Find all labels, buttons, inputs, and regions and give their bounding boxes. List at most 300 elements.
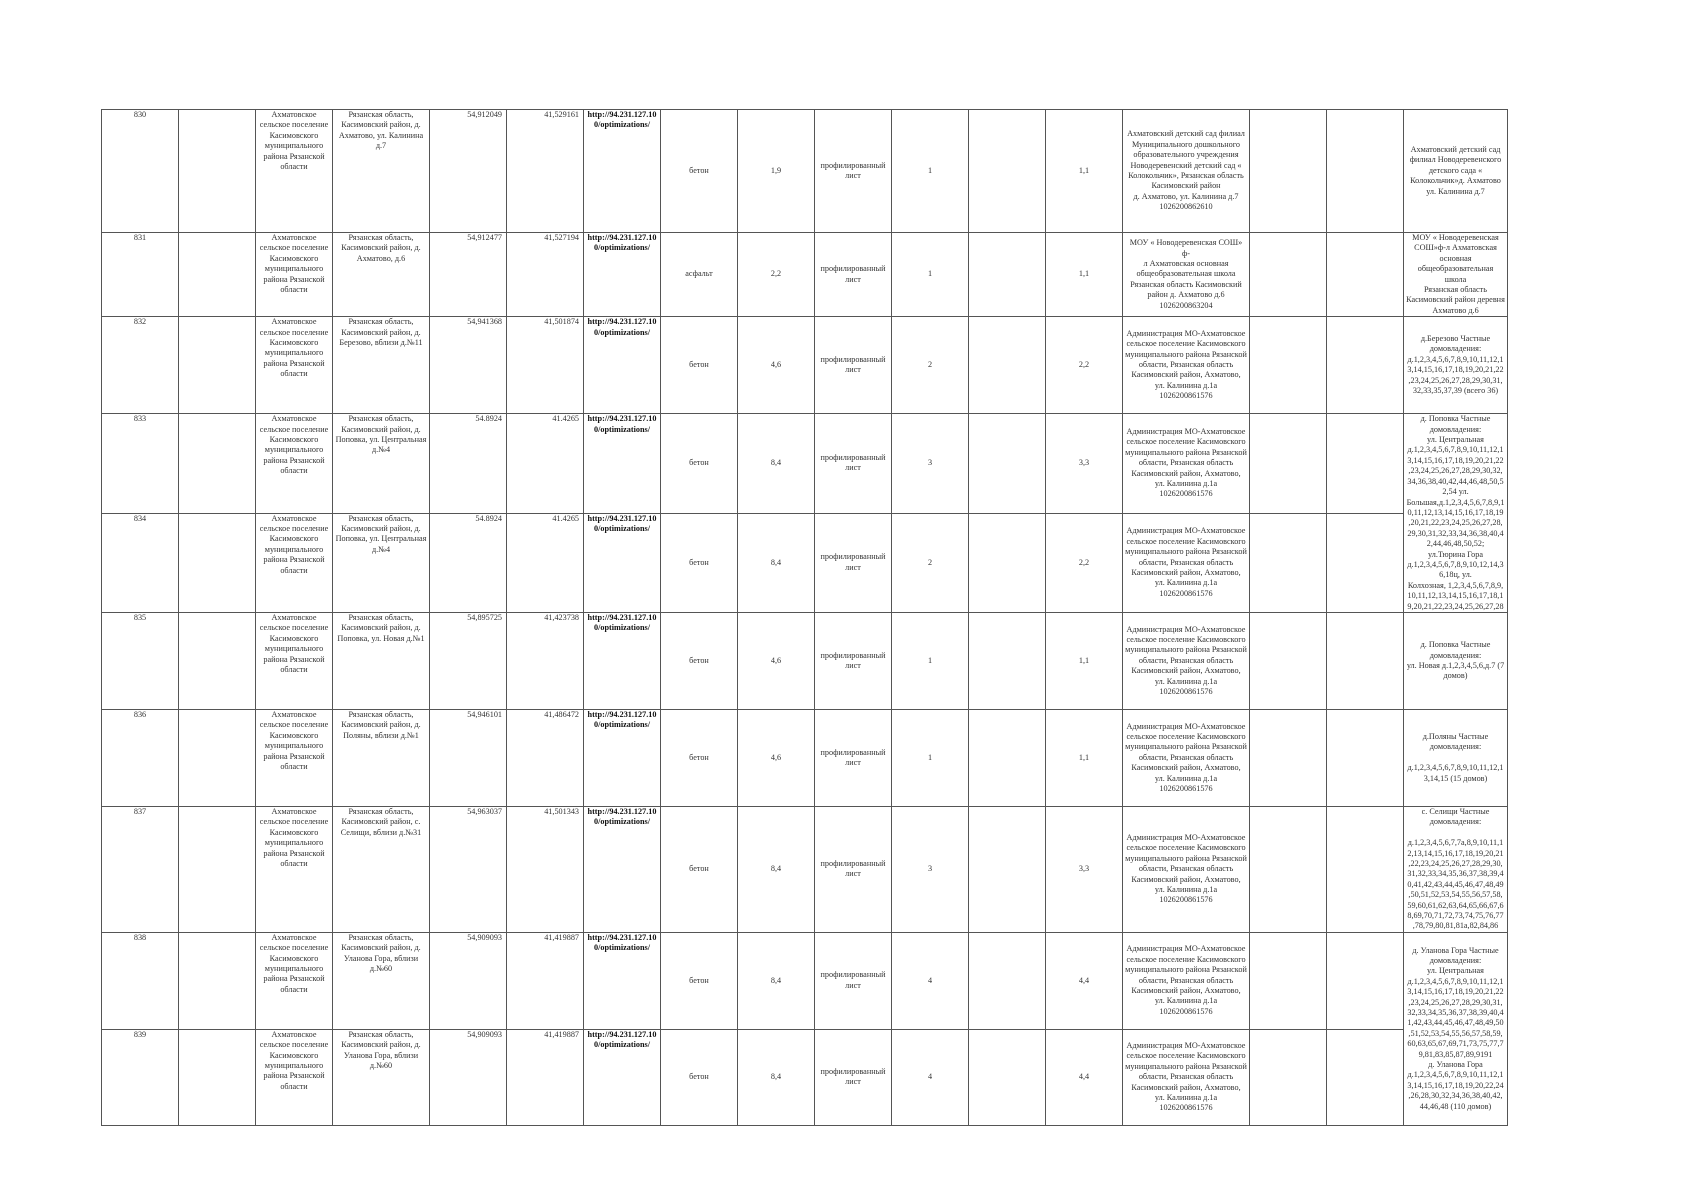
cell-settlement [256, 1029, 333, 1125]
table-row [102, 233, 1508, 317]
cell-map-link [584, 233, 661, 317]
cell-latitude-text: 54.8924 [475, 513, 502, 523]
cell-area [738, 932, 815, 1029]
cell-fence [815, 317, 892, 414]
cell-surface [661, 1029, 738, 1125]
cell-map-link [584, 709, 661, 806]
cell-empty [969, 806, 1046, 932]
cell-address [333, 806, 430, 932]
cell-container-count-text: 1 [927, 269, 933, 279]
cell-empty [969, 932, 1046, 1029]
cell-number [102, 932, 179, 1029]
cell-empty [1250, 513, 1327, 612]
cell-settlement [256, 932, 333, 1029]
cell-fence-text: профилированный лист [820, 453, 886, 473]
cell-latitude [430, 110, 507, 233]
cell-empty [969, 612, 1046, 709]
cell-volume [1046, 414, 1123, 513]
cell-owner-text: Администрация МО-Ахматовское сельское поселение Касимовского муниципального района Рязанской области, Рязанская область Касимовский район, Ахматово, ул. Калинина д.1а 1026200861576 [1125, 328, 1247, 401]
cell-owner [1123, 110, 1250, 233]
cell-number-text: 830 [133, 110, 147, 119]
cell-volume [1046, 110, 1123, 233]
cell-number [102, 806, 179, 932]
cell-surface-text: бетон [689, 655, 709, 665]
cell-waste-sources-text: д. Поповка Частные домовладения: ул. Новая д.1,2,3,4,5,6,д.7 (7 домов) [1406, 640, 1505, 681]
cell-longitude [507, 612, 584, 709]
cell-empty [1250, 709, 1327, 806]
cell-waste-sources [1404, 110, 1508, 233]
cell-empty [1327, 414, 1404, 513]
cell-waste-sources-text: д. Поповка Частные домовладения: ул. Центральная д.1,2,3,4,5,6,7,8,9,10,11,12,1 3,14,15,16,17,18,19,20,21,22 ,23,24,25,26,27,28,29,30,32, 34,36,38,40,42,44,46,48,50,5 2,54 ул. Большая,д.1,2,3,4,5,6,7,8,9,1 0,11,12,13,14,15,16,17,18,19 ,20,21,22,23,24,25,26,27,28, 29,30,31,32,33,34,36,38,40,4 2,44,46,48,50,52; ул.Тюрина Гора д.1,2,3,4,5,6,7,8,9,10,12,14,3 6,18ц, ул. Колхозная, 1,2,3,4,5,6,7,8,9, 10,11,12,13,14,15,16,17,18,1 9,20,21,22,23,24,25,26,27,28 [1406, 414, 1505, 611]
cell-map-link-text: http://94.231.127.10 0/optimizations/ [587, 612, 657, 633]
cell-address-text: Рязанская область, Касимовский район, д. Поповка, ул. Центральная д.№4 [335, 513, 427, 554]
cell-volume [1046, 709, 1123, 806]
cell-longitude-text: 41.4265 [552, 414, 579, 424]
cell-fence-text: профилированный лист [820, 354, 886, 375]
cell-owner-text: Администрация МО-Ахматовское сельское поселение Касимовского муниципального района Рязанской области, Рязанская область Касимовский район, Ахматово, ул. Калинина д.1а 1026200861576 [1125, 832, 1247, 905]
cell-map-link-text: http://94.231.127.10 0/optimizations/ [587, 317, 657, 337]
cell-empty [1327, 932, 1404, 1029]
cell-volume-text: 3,3 [1078, 864, 1090, 874]
cell-fence [815, 612, 892, 709]
cell-empty [1250, 233, 1327, 317]
cell-number-text: 837 [133, 806, 147, 816]
cell-latitude-text: 54,912477 [467, 233, 502, 242]
cell-owner [1123, 932, 1250, 1029]
cell-longitude-text: 41,501343 [544, 806, 579, 816]
cell-settlement [256, 110, 333, 233]
cell-number [102, 414, 179, 513]
cell-surface [661, 110, 738, 233]
table-row [102, 612, 1508, 709]
cell-map-link-text: http://94.231.127.10 0/optimizations/ [587, 709, 657, 730]
cell-longitude [507, 513, 584, 612]
cell-container-count-text: 2 [927, 557, 933, 567]
cell-surface [661, 709, 738, 806]
cell-surface [661, 932, 738, 1029]
cell-longitude-text: 41,419887 [544, 1029, 579, 1039]
cell-container-count-text: 2 [927, 360, 933, 370]
cell-area-text: 8,4 [770, 1072, 782, 1082]
cell-empty [1250, 1029, 1327, 1125]
cell-surface-text: бетон [689, 752, 709, 762]
cell-longitude [507, 110, 584, 233]
cell-area [738, 612, 815, 709]
cell-fence [815, 806, 892, 932]
cell-surface-text: бетон [689, 1072, 709, 1082]
cell-volume [1046, 612, 1123, 709]
cell-container-count [892, 1029, 969, 1125]
cell-owner-text: Администрация МО-Ахматовское сельское поселение Касимовского муниципального района Рязанской области, Рязанская область Касимовский район, Ахматово, ул. Калинина д.1а 1026200861576 [1125, 427, 1247, 499]
cell-owner [1123, 513, 1250, 612]
cell-address [333, 1029, 430, 1125]
cell-area-text: 8,4 [770, 557, 782, 567]
cell-longitude [507, 932, 584, 1029]
cell-surface [661, 612, 738, 709]
cell-latitude [430, 513, 507, 612]
cell-empty [1250, 806, 1327, 932]
cell-container-count-text: 4 [927, 975, 933, 985]
cell-empty [969, 709, 1046, 806]
table-row [102, 806, 1508, 932]
cell-address-text: Рязанская область, Касимовский район, д. Поповка, ул. Новая д.№1 [337, 612, 425, 643]
cell-latitude-text: 54.8924 [475, 414, 502, 424]
cell-volume-text: 1,1 [1078, 165, 1090, 175]
cell-fence [815, 709, 892, 806]
cell-settlement-text: Ахматовское сельское поселение Касимовского муниципального района Рязанской области [259, 612, 329, 674]
cell-volume-text: 1,1 [1078, 269, 1090, 279]
cell-surface [661, 806, 738, 932]
cell-address [333, 414, 430, 513]
cell-fence-text: профилированный лист [820, 970, 886, 990]
cell-volume [1046, 317, 1123, 414]
cell-empty [179, 110, 256, 233]
cell-waste-sources [1404, 806, 1508, 932]
cell-waste-sources [1404, 612, 1508, 709]
cell-waste-sources [1404, 709, 1508, 806]
cell-latitude-text: 54,895725 [467, 612, 502, 622]
cell-number [102, 110, 179, 233]
cell-empty [179, 317, 256, 414]
cell-number-text: 832 [133, 317, 147, 327]
cell-area [738, 709, 815, 806]
cell-latitude-text: 54,941368 [467, 317, 502, 327]
cell-settlement-text: Ахматовское сельское поселение Касимовского муниципального района Рязанской области [259, 233, 329, 295]
cell-longitude-text: 41,419887 [544, 932, 579, 942]
cell-volume-text: 2,2 [1078, 557, 1090, 567]
cell-settlement [256, 806, 333, 932]
cell-empty [179, 233, 256, 317]
cell-fence [815, 513, 892, 612]
cell-area [738, 110, 815, 233]
cell-area [738, 414, 815, 513]
cell-address-text: Рязанская область, Касимовский район, с. Селищи, вблизи д.№31 [340, 806, 422, 837]
cell-address [333, 317, 430, 414]
cell-longitude [507, 806, 584, 932]
cell-map-link [584, 806, 661, 932]
cell-map-link-text: http://94.231.127.10 0/optimizations/ [587, 233, 657, 253]
cell-settlement [256, 709, 333, 806]
cell-fence-text: профилированный лист [820, 1066, 886, 1087]
cell-area-text: 1,9 [770, 165, 782, 175]
cell-settlement [256, 233, 333, 317]
cell-area [738, 806, 815, 932]
cell-volume-text: 1,1 [1078, 752, 1090, 762]
cell-container-count-text: 4 [927, 1072, 933, 1082]
cell-number-text: 833 [133, 414, 147, 424]
cell-longitude-text: 41,501874 [544, 317, 579, 327]
cell-settlement [256, 317, 333, 414]
cell-surface-text: бетон [689, 165, 709, 175]
cell-waste-sources-text: д.Березово Частные домовладения: д.1,2,3,4,5,6,7,8,9,10,11,12,1 3,14,15,16,17,18,19,20,21,22 ,23,24,25,26,27,28,29,30,31, 32,33,35,37,39 (всего 36) [1407, 334, 1504, 396]
cell-area [738, 317, 815, 414]
cell-number-text: 839 [133, 1029, 147, 1039]
cell-owner [1123, 233, 1250, 317]
cell-address-text: Рязанская область, Касимовский район, д. Поляны, вблизи д.№1 [341, 709, 421, 740]
cell-waste-sources-merged [1404, 414, 1508, 613]
cell-settlement-text: Ахматовское сельское поселение Касимовского муниципального района Рязанской области [259, 806, 329, 868]
cell-empty [1250, 612, 1327, 709]
cell-container-count [892, 709, 969, 806]
cell-empty [179, 806, 256, 932]
cell-waste-sources [1404, 317, 1508, 414]
cell-owner-text: Администрация МО-Ахматовское сельское поселение Касимовского муниципального района Рязанской области, Рязанская область Касимовский район, Ахматово, ул. Калинина д.1а 1026200861576 [1125, 944, 1247, 1016]
cell-number-text: 838 [133, 932, 147, 942]
cell-map-link [584, 110, 661, 233]
cell-fence-text: профилированный лист [820, 650, 886, 670]
cell-latitude [430, 317, 507, 414]
cell-latitude [430, 709, 507, 806]
cell-fence [815, 233, 892, 317]
cell-owner [1123, 1029, 1250, 1125]
cell-longitude-text: 41,423738 [544, 612, 579, 622]
cell-surface [661, 317, 738, 414]
cell-surface [661, 513, 738, 612]
cell-map-link [584, 414, 661, 513]
cell-number-text: 835 [133, 612, 147, 622]
cell-number [102, 317, 179, 414]
cell-latitude-text: 54,946101 [467, 709, 502, 719]
cell-settlement-text: Ахматовское сельское поселение Касимовского муниципального района Рязанской области [259, 513, 329, 575]
cell-empty [969, 1029, 1046, 1125]
cell-area-text: 4,6 [770, 752, 782, 762]
cell-latitude [430, 1029, 507, 1125]
cell-volume [1046, 513, 1123, 612]
table-row [102, 317, 1508, 414]
cell-settlement [256, 414, 333, 513]
cell-empty [1250, 110, 1327, 233]
cell-empty [969, 317, 1046, 414]
cell-owner-text: Администрация МО-Ахматовское сельское поселение Касимовского муниципального района Рязанской области, Рязанская область Касимовский район, Ахматово, ул. Калинина д.1а 1026200861576 [1125, 721, 1247, 793]
cell-waste-sources-text: д.Поляны Частные домовладения: д.1,2,3,4,5,6,7,8,9,10,11,12,1 3,14,15 (15 домов) [1407, 731, 1504, 783]
cell-longitude [507, 317, 584, 414]
table-row [102, 709, 1508, 806]
cell-empty [969, 110, 1046, 233]
cell-surface-text: бетон [689, 975, 709, 985]
cell-owner-text: Администрация МО-Ахматовское сельское поселение Касимовского муниципального района Рязанской области, Рязанская область Касимовский район, Ахматово, ул. Калинина д.1а 1026200861576 [1125, 1040, 1247, 1113]
cell-empty [179, 1029, 256, 1125]
cell-area-text: 8,4 [770, 975, 782, 985]
cell-address [333, 110, 430, 233]
cell-surface-text: бетон [689, 864, 709, 874]
cell-area [738, 1029, 815, 1125]
cell-latitude-text: 54,912049 [467, 110, 502, 119]
cell-owner [1123, 414, 1250, 513]
cell-area-text: 4,6 [770, 360, 782, 370]
cell-fence-text: профилированный лист [820, 264, 886, 284]
cell-settlement-text: Ахматовское сельское поселение Касимовского муниципального района Рязанской области [259, 932, 329, 994]
cell-latitude [430, 806, 507, 932]
cell-longitude-text: 41,527194 [544, 233, 579, 242]
cell-address-text: Рязанская область, Касимовский район, д. Березово, вблизи д.№11 [339, 317, 423, 348]
cell-volume-text: 2,2 [1078, 360, 1090, 370]
cell-volume [1046, 233, 1123, 317]
cell-address-text: Рязанская область, Касимовский район, д. Ахматово, ул. Калинина д.7 [338, 110, 424, 151]
cell-container-count-text: 1 [927, 752, 933, 762]
cell-area [738, 513, 815, 612]
cell-container-count [892, 233, 969, 317]
cell-empty [1327, 317, 1404, 414]
cell-surface [661, 233, 738, 317]
cell-area-text: 2,2 [770, 269, 782, 279]
cell-surface-text: бетон [689, 360, 709, 370]
cell-empty [969, 233, 1046, 317]
cell-address [333, 513, 430, 612]
cell-fence-text: профилированный лист [820, 859, 886, 879]
cell-volume-text: 4,4 [1078, 1072, 1090, 1082]
cell-settlement-text: Ахматовское сельское поселение Касимовского муниципального района Рязанской области [259, 317, 329, 379]
cell-map-link [584, 932, 661, 1029]
cell-number [102, 1029, 179, 1125]
cell-latitude-text: 54,909093 [467, 932, 502, 942]
cell-waste-sources-text: с. Селищи Частные домовладения: д.1,2,3,4,5,6,7,7а,8,9,10,11,1 2,13,14,15,16,17,18,19,20,21 ,22,23,24,25,26,27,28,29,30, 31,32,33,34,35,36,37,38,39,4 0,41,42,43,44,45,46,47,48,49 ,50,51,52,53,54,55,56,57,58, 59,60,61,62,63,64,65,66,67,6 8,69,70,71,72,73,74,75,76,77 ,78,79,80,81,81а,82,84,86 [1407, 806, 1504, 931]
cell-map-link-text: http://94.231.127.10 0/optimizations/ [587, 932, 657, 953]
cell-longitude-text: 41,529161 [544, 110, 579, 119]
cell-longitude [507, 233, 584, 317]
cell-map-link [584, 1029, 661, 1125]
cell-volume [1046, 806, 1123, 932]
cell-container-count [892, 414, 969, 513]
cell-empty [179, 414, 256, 513]
cell-container-count-text: 3 [927, 864, 933, 874]
cell-surface-text: асфальт [685, 269, 713, 279]
cell-number-text: 834 [133, 513, 147, 523]
cell-volume-text: 3,3 [1078, 458, 1090, 468]
cell-container-count [892, 317, 969, 414]
cell-waste-sources-text: д. Уланова Гора Частные домовладения: ул. Центральная д.1,2,3,4,5,6,7,8,9,10,11,12,1 3,14,15,16,17,18,19,20,21,22 ,23,24,25,26,27,28,29,30,31, 32,33,34,35,36,37,38,39,40,4 1,42,43,44,45,46,47,48,49,50 ,51,52,53,54,55,56,57,58,59, 60,63,65,67,69,71,73,75,77,7 9,81,83,85,87,89,9191 д. Уланова Гора д.1,2,3,4,5,6,7,8,9,10,11,12,1 3,14,15,16,17,18,19,20,22,24 ,26,28,30,32,34,36,38,40,42, 44,46,48 (110 домов) [1407, 945, 1504, 1111]
registry-table [101, 109, 1508, 1126]
cell-map-link-text: http://94.231.127.10 0/optimizations/ [587, 806, 657, 827]
cell-empty [1327, 1029, 1404, 1125]
cell-latitude-text: 54,909093 [467, 1029, 502, 1039]
table-row [102, 513, 1508, 612]
cell-owner [1123, 806, 1250, 932]
cell-area-text: 4,6 [770, 655, 782, 665]
cell-map-link-text: http://94.231.127.10 0/optimizations/ [587, 513, 657, 534]
cell-container-count [892, 513, 969, 612]
cell-map-link-text: http://94.231.127.10 0/optimizations/ [587, 414, 657, 434]
cell-empty [1250, 414, 1327, 513]
cell-owner [1123, 612, 1250, 709]
cell-settlement-text: Ахматовское сельское поселение Касимовского муниципального района Рязанской области [259, 110, 329, 172]
cell-map-link [584, 612, 661, 709]
cell-owner [1123, 317, 1250, 414]
cell-settlement [256, 612, 333, 709]
cell-latitude [430, 233, 507, 317]
cell-settlement-text: Ахматовское сельское поселение Касимовского муниципального района Рязанской области [259, 709, 329, 771]
cell-address [333, 612, 430, 709]
cell-area-text: 8,4 [770, 458, 782, 468]
cell-address-text: Рязанская область, Касимовский район, д. Уланова Гора, вблизи д.№60 [341, 1029, 421, 1071]
cell-empty [1327, 709, 1404, 806]
cell-owner-text: Администрация МО-Ахматовское сельское поселение Касимовского муниципального района Рязанской области, Рязанская область Касимовский район, Ахматово, ул. Калинина д.1а 1026200861576 [1125, 526, 1247, 598]
cell-empty [179, 513, 256, 612]
cell-owner-text: МОУ « Новодеревенская СОШ» ф- л Ахматовская основная общеобразовательная школа Рязанская область Касимовский район д. Ахматово д.6 1026200863204 [1129, 238, 1243, 310]
cell-longitude-text: 41.4265 [552, 513, 579, 523]
cell-longitude-text: 41,486472 [544, 709, 579, 719]
cell-volume [1046, 1029, 1123, 1125]
cell-number [102, 233, 179, 317]
cell-map-link [584, 513, 661, 612]
cell-area-text: 8,4 [770, 864, 782, 874]
cell-map-link [584, 317, 661, 414]
cell-longitude [507, 1029, 584, 1125]
cell-surface [661, 414, 738, 513]
cell-fence [815, 414, 892, 513]
cell-owner-text: Ахматовский детский сад филиал Муниципального дошкольного образовательного учреждения Новодеревенский детский сад « Колокольчик», Рязанская область Касимовский район д. Ахматово, ул. Калинина д.7 1026200862610 [1127, 129, 1245, 212]
cell-empty [179, 709, 256, 806]
cell-map-link-text: http://94.231.127.10 0/optimizations/ [587, 110, 657, 130]
cell-empty [969, 414, 1046, 513]
cell-container-count [892, 110, 969, 233]
cell-container-count-text: 1 [927, 655, 933, 665]
cell-longitude [507, 709, 584, 806]
cell-address-text: Рязанская область, Касимовский район, д. Поповка, ул. Центральная д.№4 [335, 414, 427, 455]
cell-volume [1046, 932, 1123, 1029]
cell-fence [815, 110, 892, 233]
cell-surface-text: бетон [689, 458, 709, 468]
cell-empty [1250, 317, 1327, 414]
cell-waste-sources-text: Ахматовский детский сад филиал Новодеревенского детского сада « Колокольчик»д. Ахматово ул. Калинина д.7 [1409, 144, 1502, 196]
cell-waste-sources-merged [1404, 932, 1508, 1125]
table-row [102, 932, 1508, 1029]
cell-settlement-text: Ахматовское сельское поселение Касимовского муниципального района Рязанской области [259, 414, 329, 476]
cell-owner [1123, 709, 1250, 806]
cell-longitude [507, 414, 584, 513]
cell-number [102, 709, 179, 806]
cell-waste-sources [1404, 233, 1508, 317]
cell-empty [179, 612, 256, 709]
cell-empty [1250, 932, 1327, 1029]
cell-empty [1327, 233, 1404, 317]
cell-fence-text: профилированный лист [820, 747, 886, 767]
table-row [102, 414, 1508, 513]
cell-address [333, 709, 430, 806]
cell-empty [179, 932, 256, 1029]
cell-latitude [430, 414, 507, 513]
cell-address [333, 932, 430, 1029]
cell-volume-text: 4,4 [1078, 975, 1090, 985]
cell-container-count [892, 612, 969, 709]
cell-number [102, 513, 179, 612]
cell-volume-text: 1,1 [1078, 655, 1090, 665]
cell-number [102, 612, 179, 709]
cell-container-count [892, 932, 969, 1029]
cell-latitude [430, 612, 507, 709]
cell-settlement-text: Ахматовское сельское поселение Касимовского муниципального района Рязанской области [259, 1029, 329, 1091]
cell-waste-sources-text: МОУ « Новодеревенская СОШ»ф-л Ахматовская основная общеобразовательная школа Рязанская область Касимовский район деревня Ахматово д.6 [1406, 233, 1505, 315]
cell-area [738, 233, 815, 317]
cell-settlement [256, 513, 333, 612]
cell-fence-text: профилированный лист [820, 552, 886, 572]
cell-empty [1327, 806, 1404, 932]
cell-fence [815, 1029, 892, 1125]
cell-address [333, 233, 430, 317]
cell-container-count-text: 1 [927, 165, 933, 175]
cell-empty [969, 513, 1046, 612]
cell-latitude-text: 54,963037 [467, 806, 502, 816]
cell-map-link-text: http://94.231.127.10 0/optimizations/ [587, 1029, 657, 1050]
cell-empty [1327, 110, 1404, 233]
cell-container-count [892, 806, 969, 932]
cell-address-text: Рязанская область, Касимовский район, д. Ахматово, д.6 [341, 233, 421, 263]
cell-latitude [430, 932, 507, 1029]
cell-surface-text: бетон [689, 557, 709, 567]
cell-container-count-text: 3 [927, 458, 933, 468]
table-row [102, 1029, 1508, 1125]
cell-empty [1327, 612, 1404, 709]
cell-empty [1327, 513, 1404, 612]
